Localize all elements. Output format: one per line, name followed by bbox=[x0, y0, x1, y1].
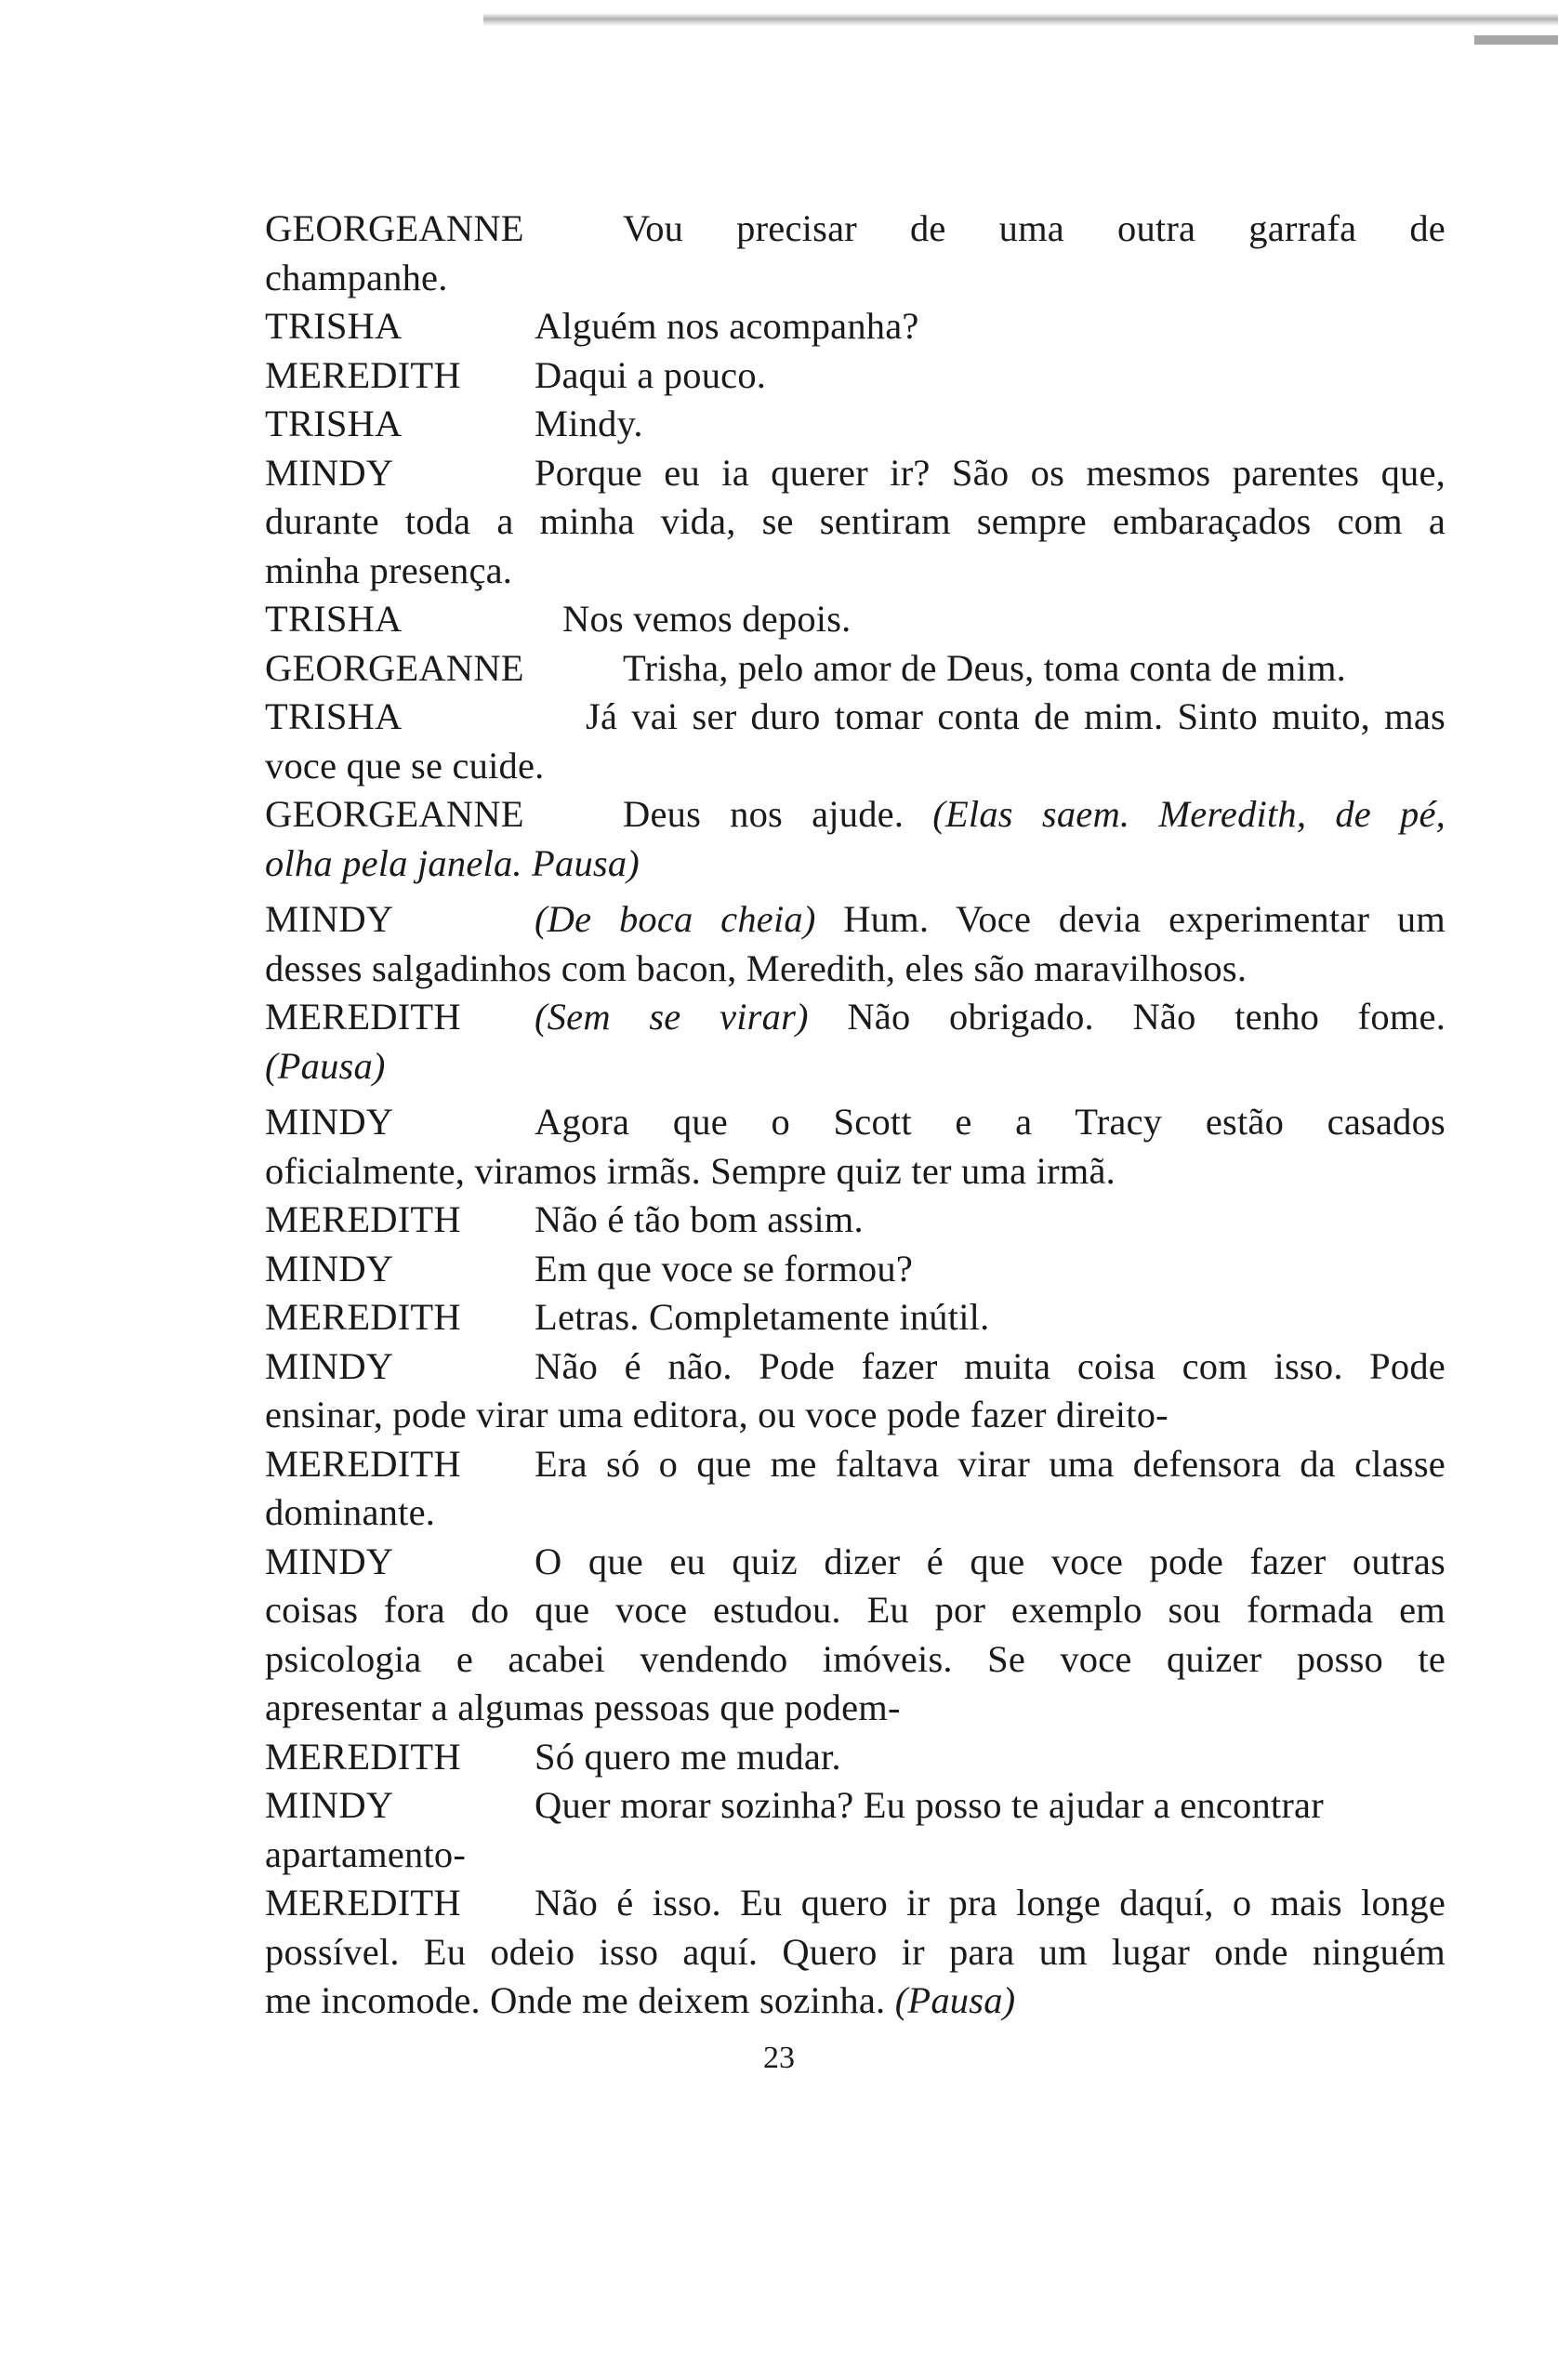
dialogue-line bbox=[265, 400, 1446, 449]
speaker-name: GEORGEANNE bbox=[265, 646, 524, 689]
dialogue-continuation: psicologia e acabei vendendo imóveis. Se voce quizer posso te bbox=[265, 1637, 1446, 1680]
speaker-name: MINDY bbox=[265, 1784, 394, 1826]
speaker-name: MINDY bbox=[265, 1247, 394, 1289]
dialogue-line bbox=[265, 1098, 1446, 1147]
stage-direction-continuation: olha pela janela. Pausa) bbox=[265, 841, 640, 884]
dialogue-text: Só quero me mudar. bbox=[535, 1735, 841, 1778]
speaker-name: TRISHA bbox=[265, 403, 403, 444]
speaker-name: MINDY bbox=[265, 1101, 394, 1143]
dialogue-text: Não obrigado. Não tenho fome. bbox=[847, 996, 1446, 1038]
dialogue-text: Já vai ser duro tomar conta de mim. Sinto muito, mas bbox=[586, 695, 1446, 737]
dialogue-text: Alguém nos acompanha? bbox=[535, 305, 919, 347]
speaker-name: TRISHA bbox=[265, 598, 403, 640]
dialogue-text: Quer morar sozinha? Eu posso te ajudar a encontrar bbox=[535, 1784, 1324, 1826]
dialogue-text: O que eu quiz dizer é que voce pode fazer outras bbox=[535, 1540, 1446, 1582]
dialogue-continuation: durante toda a minha vida, se sentiram sempre embaraçados com a bbox=[265, 500, 1446, 542]
dialogue-line bbox=[265, 302, 1446, 351]
speaker-name: MEREDITH bbox=[265, 353, 461, 396]
stage-direction: (Pausa) bbox=[894, 1979, 1016, 2021]
stage-direction-continuation: (Pausa) bbox=[265, 1044, 386, 1087]
dialogue-line bbox=[265, 644, 1446, 694]
dialogue-text: Não é não. Pode fazer muita coisa com isso. Pode bbox=[535, 1344, 1446, 1387]
dialogue-line bbox=[265, 1245, 1446, 1294]
page-number: 23 bbox=[763, 2041, 795, 2075]
dialogue-line bbox=[265, 1733, 1446, 1782]
dialogue-line bbox=[265, 1781, 1446, 1831]
dialogue-text: Mindy. bbox=[535, 403, 643, 444]
speaker-name: MEREDITH bbox=[265, 1735, 461, 1778]
dialogue-line bbox=[265, 205, 1446, 254]
dialogue-line bbox=[265, 993, 1446, 1042]
dialogue-line bbox=[265, 790, 1446, 840]
dialogue-line bbox=[265, 351, 1446, 401]
dialogue-text: Deus nos ajude. bbox=[623, 793, 904, 835]
dialogue-line bbox=[265, 449, 1446, 498]
dialogue-line bbox=[265, 595, 1446, 644]
dialogue-continuation: voce que se cuide. bbox=[265, 744, 545, 787]
dialogue-text: Vou precisar de uma outra garrafa de bbox=[623, 207, 1446, 249]
speaker-name: GEORGEANNE bbox=[265, 793, 524, 835]
dialogue-continuation: desses salgadinhos com bacon, Meredith, eles são maravilhosos. bbox=[265, 946, 1248, 989]
speaker-name: MINDY bbox=[265, 451, 394, 494]
dialogue-line bbox=[265, 1440, 1446, 1489]
speaker-name: MEREDITH bbox=[265, 1882, 461, 1924]
dialogue-text: Hum. Voce devia experimentar um bbox=[843, 898, 1446, 940]
dialogue-continuation bbox=[265, 1977, 1446, 2026]
scan-shadow-top bbox=[483, 13, 1558, 26]
speaker-name: MEREDITH bbox=[265, 1198, 461, 1240]
dialogue-text: Era só o que me faltava virar uma defensora da classe bbox=[535, 1442, 1446, 1485]
speaker-name: MINDY bbox=[265, 1344, 394, 1387]
dialogue-line bbox=[265, 1879, 1446, 1928]
speaker-name: GEORGEANNE bbox=[265, 207, 524, 249]
dialogue-text: Nos vemos depois. bbox=[562, 598, 852, 640]
dialogue-continuation: minha presença. bbox=[265, 549, 513, 591]
dialogue-text: Trisha, pelo amor de Deus, toma conta de mim. bbox=[623, 646, 1346, 689]
dialogue-line bbox=[265, 1342, 1446, 1392]
dialogue-text: Porque eu ia querer ir? São os mesmos parentes que, bbox=[535, 451, 1446, 494]
dialogue-continuation: apresentar a algumas pessoas que podem- bbox=[265, 1686, 901, 1728]
dialogue-line bbox=[265, 1293, 1446, 1342]
scan-shadow-corner bbox=[1474, 35, 1558, 45]
dialogue-line bbox=[265, 693, 1446, 742]
dialogue-continuation: possível. Eu odeio isso aquí. Quero ir para um lugar onde ninguém bbox=[265, 1930, 1446, 1973]
speaker-name: MINDY bbox=[265, 1540, 394, 1582]
stage-direction: (Sem se virar) bbox=[535, 996, 809, 1038]
dialogue-text: me incomode. Onde me deixem sozinha. bbox=[265, 1979, 886, 2021]
speaker-name: MEREDITH bbox=[265, 1442, 461, 1485]
speaker-name: TRISHA bbox=[265, 695, 403, 737]
dialogue-text: Agora que o Scott e a Tracy estão casados bbox=[535, 1101, 1446, 1143]
dialogue-text: Não é tão bom assim. bbox=[535, 1198, 864, 1240]
speaker-name: MINDY bbox=[265, 898, 394, 940]
dialogue-continuation: oficialmente, viramos irmãs. Sempre quiz ter uma irmã. bbox=[265, 1149, 1116, 1192]
speaker-name: MEREDITH bbox=[265, 996, 461, 1038]
dialogue-continuation: dominante. bbox=[265, 1491, 436, 1533]
dialogue-text: Não é isso. Eu quero ir pra longe daquí, o mais longe bbox=[535, 1882, 1446, 1924]
stage-direction: (Elas saem. Meredith, de pé, bbox=[932, 793, 1446, 835]
dialogue-text: Em que voce se formou? bbox=[535, 1247, 914, 1289]
script-text bbox=[265, 205, 1446, 2026]
dialogue-line bbox=[265, 895, 1446, 945]
dialogue-continuation: champanhe. bbox=[265, 256, 448, 298]
dialogue-continuation: ensinar, pode virar uma editora, ou voce pode fazer direito- bbox=[265, 1394, 1168, 1435]
dialogue-text: Daqui a pouco. bbox=[535, 353, 767, 396]
speaker-name: TRISHA bbox=[265, 305, 403, 347]
speaker-name: MEREDITH bbox=[265, 1296, 461, 1338]
dialogue-text: Letras. Completamente inútil. bbox=[535, 1296, 990, 1338]
stage-direction: (De boca cheia) bbox=[535, 898, 816, 940]
dialogue-continuation: coisas fora do que voce estudou. Eu por exemplo sou formada em bbox=[265, 1589, 1446, 1631]
dialogue-line bbox=[265, 1196, 1446, 1245]
dialogue-continuation: apartamento- bbox=[265, 1832, 467, 1875]
dialogue-line bbox=[265, 1538, 1446, 1587]
